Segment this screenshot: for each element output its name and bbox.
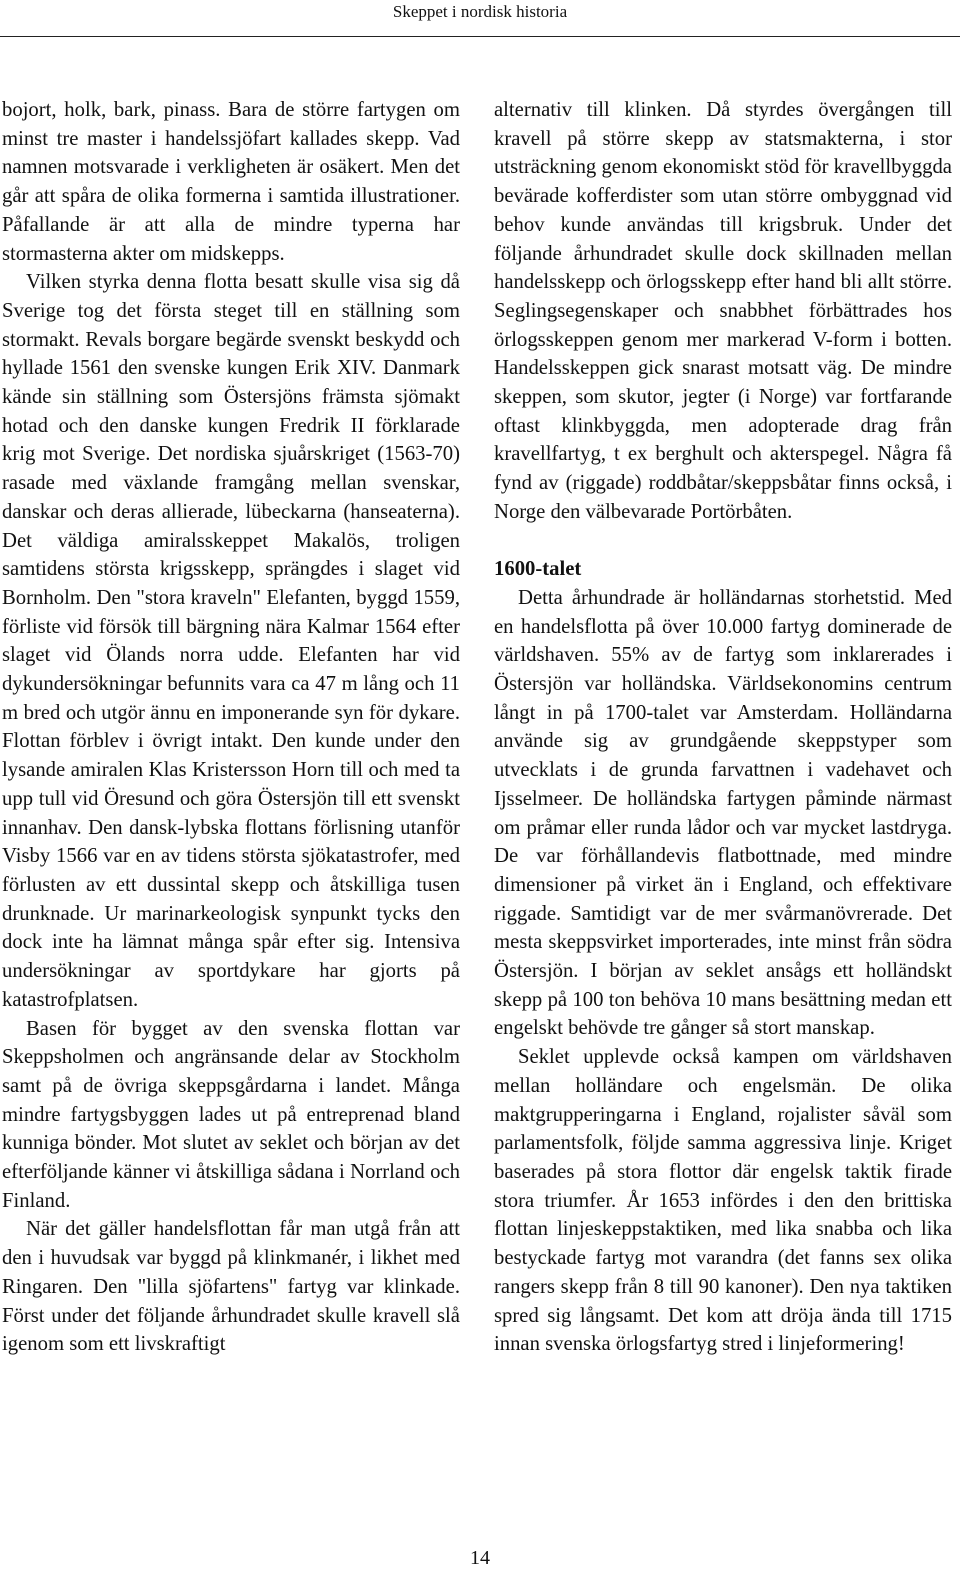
left-paragraph-2: Vilken styrka denna flotta besatt skulle visa sig då Sverige tog det första steget till en ställning som stormakt. Revals borgare begärde svenskt beskydd och hyllade 1561 den svenske kungen Erik XIV. Danmark kände sin ställning som Östersjöns främsta sjömakt hotad och den danske kungen Fredrik II förklarade krig mot Sverige. Det nordiska sjuårskriget (1563-70) rasade med växlande framgång mellan svenskar, danskar och deras allierade, lübeckarna (hanseaterna). Det väldiga amiralsskeppet Makalös, troligen samtidens största krigsskepp, sprängdes i slaget vid Bornholm. Den "stora kraveln" Elefanten, byggd 1559, förliste vid försök till bärgning nära Kalmar 1564 efter slaget vid Ölands norra udde. Elefanten har vid dykundersökningar befunnits vara ca 47 m lång och 11 m bred och utgör ännu en imponerande syn för dykare. Flottan förblev i övrigt intakt. Den kunde under den lysande amiralen Klas Kristersson Horn till och med ta upp tull vid Öresund och göra Östersjön till ett svenskt innanhav. Den dansk-lybska flottans förlisning utanför Visby 1566 var en av tidens största sjökatastrofer, med förlusten av ett dussintal skepp och åtskilliga tusen drunknade. Ur marinarkeologisk synpunkt tycks den dock inte ha lämnat många spår efter sig. Intensiva undersökningar av sportdykare har gjorts på katastrofplatsen. [2, 271, 460, 1011]
right-column [494, 96, 952, 1359]
left-paragraph-3: Basen för bygget av den svenska flottan var Skeppsholmen och angränsande delar av Stockholm samt på de övriga skeppsgårdarna i landet. Många mindre fartygsbyggen lades ut på entreprenad bland kunniga bönder. Mot slutet av seklet och början av det efterföljande känner vi åtskilliga sådana i Norrland och Finland. [2, 1017, 460, 1212]
header-divider [0, 36, 960, 37]
page-number: 14 [470, 1547, 490, 1569]
right-paragraph-1: alternativ till klinken. Då styrdes övergången till kravell på större skepp av statsmakterna, i stor utsträckning genom ekonomiskt stöd för kravellbyggda bevärade kofferdister som utan större ombyggnad vid behov kunde användas till krigsbruk. Under det följande århundradet skulle dock skillnaden mellan handelsskepp och örlogsskepp efter hand bli allt större. Seglingsegenskaper och snabbhet förbättrades hos örlogsskeppen genom mer markerad V-form i botten. Handelsskeppen gick snarast motsatt väg. De mindre skeppen, som skutor, jegter (i Norge) var fortfarande oftast klinkbyggda, men adopterade drag från kravellfartyg, t ex berghult och akterspegel. Några få fynd av (riggade) roddbåtar/skeppsbåtar finns också, i Norge den välbevarade Portörbåten. [494, 99, 952, 523]
left-column [2, 96, 460, 1359]
section-paragraph-1: Detta århundrade är holländarnas storhetstid. Med en handelsflotta på över 10.000 fartyg dominerade de världshaven. 55% av de fartyg som inklarerades i Östersjön var holländska. Världsekonomins centrum långt in på 1700-talet var Amsterdam. Holländarna använde sig av grundgående skeppstyper som utvecklats i de grunda farvattnen i vadehavet och Ijsselmeer. De holländska fartygen påminde närmast om pråmar eller runda lådor och var mycket lastdryga. De var förhållandevis flatbottnade, med mindre dimensioner på virket än i England, och effektivare riggade. Samtidigt var de mer svårmanövrerade. Det mesta skeppsvirket importerades, inte minst från södra Östersjön. I början av seklet ansågs ett holländskt skepp på 100 ton behöva 10 mans besättning medan ett engelskt behövde tre gånger så stort manskap. [494, 586, 952, 1040]
section-paragraph-2: Seklet upplevde också kampen om världshaven mellan holländare och engelsmän. De olika maktgrupperingarna i England, rojalister såväl som parlamentsfolk, följde samma aggressiva linje. Kriget baserades på stora flottor där engelsk taktik firade stora triumfer. År 1653 infördes i den den brittiska flottan linjeskeppstaktiken, med lika snabba och lika bestyckade fartyg mot varandra (det fanns sex olika rangers skepp från 8 till 90 kanoner). Den nya taktiken spred sig långsamt. Det kom att dröja ända till 1715 innan svenska örlogsfartyg stred i linjeformering! [494, 1046, 952, 1356]
left-paragraph-4: När det gäller handelsflottan får man utgå från att den i huvudsak var byggd på klinkmanér, i likhet med Ringaren. Den "lilla sjöfartens" fartyg var klinkade. Först under det följande århundradet skulle kravell slå igenom som ett livskraftigt [2, 1218, 460, 1356]
left-paragraph-1: bojort, holk, bark, pinass. Bara de större fartygen om minst tre master i handelssjöfart kallades skepp. Vad namnen motsvarade i verkligheten är osäkert. Men det går att spåra de olika formerna i samtida illustrationer. Påfallande är att alla de mindre typerna har stormasterna akter om midskepps. [2, 99, 460, 265]
section-heading: 1600-talet [494, 558, 582, 581]
running-header: Skeppet i nordisk historia [392, 2, 568, 21]
